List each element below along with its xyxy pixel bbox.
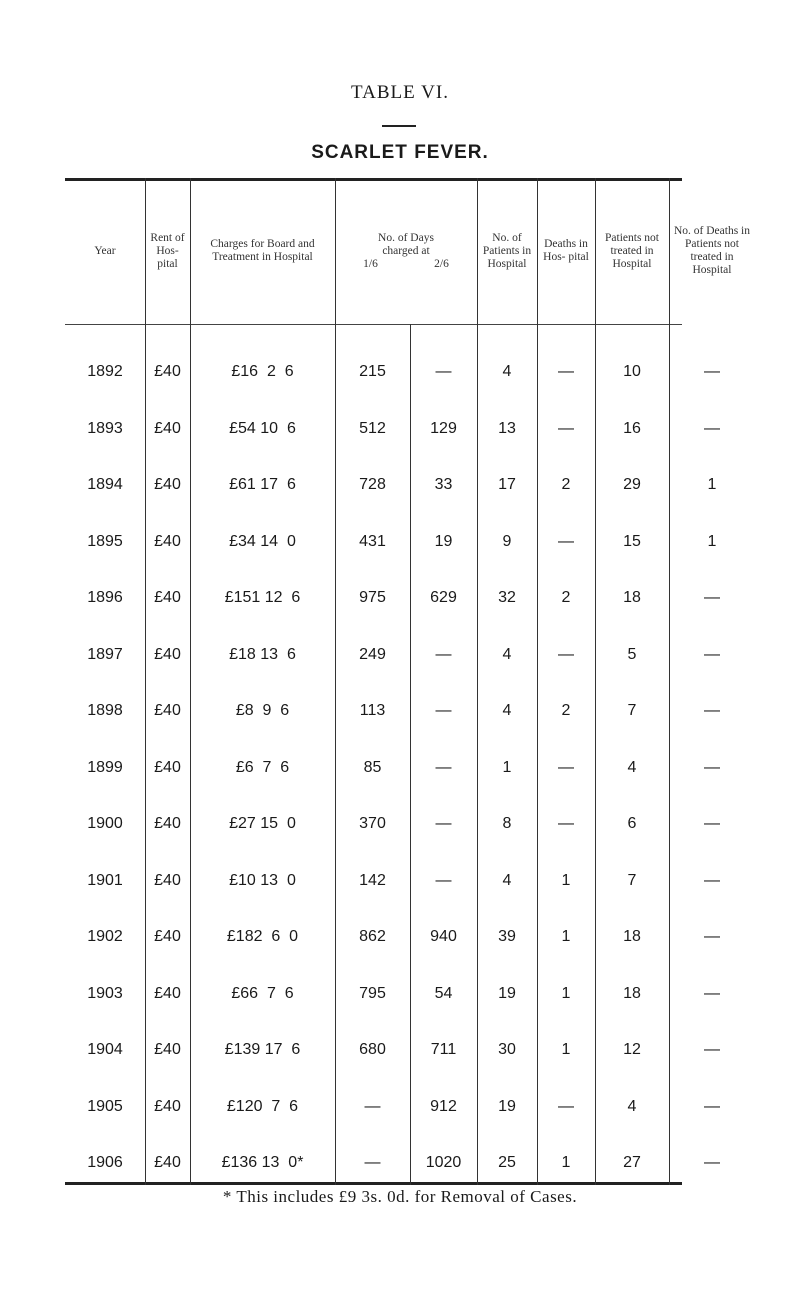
header-rule <box>65 324 682 325</box>
cell-d26: — <box>435 871 452 889</box>
cell-d26: 1020 <box>425 1154 462 1171</box>
cell-rent: £40 <box>154 645 181 663</box>
disease-title: SCARLET FEVER. <box>311 142 489 163</box>
cell-deaths-nt: — <box>704 1041 720 1058</box>
cell-rent: £40 <box>154 532 181 550</box>
cell-not-treated: 27 <box>623 1154 641 1171</box>
cell-patients: 4 <box>502 702 512 719</box>
footnote: * This includes £9 3s. 0d. for Removal of Cases. <box>222 1187 578 1206</box>
cell-deaths-nt: — <box>704 815 720 832</box>
cell-charges: £66 7 6 <box>231 984 294 1002</box>
header-year: Year <box>94 244 116 257</box>
cell-charges: £61 17 6 <box>229 476 296 493</box>
cell-not-treated: 5 <box>627 645 637 663</box>
data-table <box>65 178 750 1185</box>
table-row <box>65 455 717 515</box>
header-rent: Rent of Hos- pital <box>150 231 185 270</box>
table-title: TABLE VI. <box>351 82 449 103</box>
cell-rent: £40 <box>154 928 181 945</box>
cell-year: 1905 <box>87 1097 123 1115</box>
cell-not-treated: 16 <box>623 419 641 437</box>
cell-d26: — <box>435 815 452 832</box>
cell-not-treated: 7 <box>627 871 637 889</box>
cell-d16: 113 <box>359 702 386 719</box>
cell-d16: — <box>364 1097 381 1115</box>
cell-deaths: — <box>558 532 574 550</box>
cell-deaths: 2 <box>561 476 571 493</box>
cell-d26: 19 <box>434 532 453 550</box>
cell-charges: £16 2 6 <box>231 363 294 380</box>
cell-deaths-nt: — <box>704 758 720 776</box>
cell-deaths-nt: — <box>704 645 720 663</box>
cell-charges: £120 7 6 <box>226 1097 299 1115</box>
cell-deaths: 1 <box>561 1041 571 1058</box>
cell-rent: £40 <box>154 1154 181 1171</box>
header-not-treated: Patients not treated in Hospital <box>605 231 659 270</box>
table-row <box>65 738 720 798</box>
cell-deaths: — <box>558 363 574 380</box>
cell-deaths-nt: 1 <box>707 532 717 550</box>
cell-deaths-nt: — <box>704 1154 720 1171</box>
cell-patients: 19 <box>498 984 516 1002</box>
cell-d16: 512 <box>359 419 386 437</box>
cell-deaths: 2 <box>561 702 571 719</box>
cell-rent: £40 <box>154 815 181 832</box>
cell-year: 1898 <box>87 702 123 719</box>
cell-d16: 728 <box>359 476 386 493</box>
cell-patients: 8 <box>502 815 512 832</box>
cell-patients: 39 <box>498 928 516 945</box>
cell-charges: £8 9 6 <box>235 702 290 719</box>
cell-year: 1899 <box>87 758 123 776</box>
cell-rent: £40 <box>154 1097 181 1115</box>
cell-rent: £40 <box>154 363 181 380</box>
cell-year: 1902 <box>87 928 123 945</box>
cell-rent: £40 <box>154 984 181 1002</box>
cell-rent: £40 <box>154 419 181 437</box>
table-row <box>65 851 720 911</box>
table-row <box>65 1077 720 1137</box>
cell-deaths: — <box>558 758 574 776</box>
cell-rent: £40 <box>154 589 181 606</box>
cell-d16: 85 <box>363 758 382 776</box>
cell-d16: 431 <box>359 532 386 550</box>
cell-not-treated: 4 <box>627 758 637 776</box>
cell-deaths-nt: — <box>704 363 720 380</box>
header-deaths: Deaths in Hos- pital <box>543 238 589 263</box>
cell-deaths-nt: — <box>704 589 720 606</box>
cell-patients: 4 <box>502 871 512 889</box>
cell-d26: — <box>435 758 452 776</box>
cell-d16: 862 <box>359 928 386 945</box>
cell-d16: 249 <box>359 645 386 663</box>
cell-deaths: — <box>558 645 574 663</box>
cell-d16: 142 <box>359 871 386 889</box>
cell-d26: 711 <box>430 1041 457 1058</box>
table-row <box>65 1020 720 1080</box>
cell-d16: 975 <box>359 589 386 606</box>
cell-rent: £40 <box>154 702 181 719</box>
cell-deaths: 1 <box>561 1154 571 1171</box>
cell-d16: 795 <box>359 984 386 1002</box>
cell-year: 1893 <box>87 419 123 437</box>
header-deaths-not-treated: No. of Deaths in Patients not treated in Hospital <box>673 225 750 276</box>
cell-deaths: — <box>558 419 574 437</box>
cell-year: 1900 <box>87 815 123 832</box>
table-row <box>65 625 720 685</box>
cell-d16: 215 <box>359 363 386 380</box>
cell-charges: £136 13 0* <box>221 1154 304 1171</box>
cell-year: 1903 <box>87 984 123 1002</box>
cell-rent: £40 <box>154 758 181 776</box>
cell-patients: 25 <box>498 1154 516 1171</box>
table-row <box>65 794 720 854</box>
cell-deaths: — <box>558 815 574 832</box>
cell-d26: 912 <box>430 1097 457 1115</box>
cell-year: 1896 <box>87 589 123 606</box>
cell-rent: £40 <box>154 871 181 889</box>
cell-deaths-nt: 1 <box>707 476 717 493</box>
table-row <box>65 907 720 967</box>
cell-not-treated: 7 <box>627 702 637 719</box>
cell-d26: 629 <box>430 589 457 606</box>
header-days <box>335 178 477 324</box>
cell-charges: £27 15 0 <box>229 815 296 832</box>
cell-not-treated: 18 <box>623 984 641 1002</box>
cell-not-treated: 29 <box>623 476 641 493</box>
cell-deaths-nt: — <box>704 1097 720 1115</box>
cell-d26: 54 <box>434 984 453 1002</box>
cell-deaths-nt: — <box>704 871 720 889</box>
cell-year: 1895 <box>87 532 123 550</box>
cell-rent: £40 <box>154 1041 181 1058</box>
cell-year: 1904 <box>87 1041 123 1058</box>
cell-charges: £10 13 0 <box>229 871 296 889</box>
cell-charges: £6 7 6 <box>235 758 290 776</box>
cell-deaths-nt: — <box>704 419 720 437</box>
cell-year: 1892 <box>87 363 123 380</box>
cell-deaths-nt: — <box>704 702 720 719</box>
cell-year: 1897 <box>87 645 123 663</box>
cell-patients: 30 <box>498 1041 516 1058</box>
cell-deaths: — <box>558 1097 574 1115</box>
header-patients: No. of Patients in Hospital <box>482 231 532 270</box>
table-row <box>65 568 720 628</box>
table-row <box>65 512 717 572</box>
cell-patients: 19 <box>498 1097 516 1115</box>
cell-not-treated: 18 <box>623 928 641 945</box>
header-charges: Charges for Board and Treatment in Hospital <box>210 238 315 263</box>
title-rule <box>382 125 416 127</box>
table-row <box>65 399 720 459</box>
cell-not-treated: 12 <box>623 1041 641 1058</box>
cell-not-treated: 6 <box>627 815 637 832</box>
cell-not-treated: 18 <box>623 589 641 606</box>
cell-patients: 4 <box>502 363 512 380</box>
cell-d26: 940 <box>430 928 457 945</box>
table-row <box>65 342 720 402</box>
cell-d26: — <box>435 363 452 380</box>
cell-not-treated: 4 <box>627 1097 637 1115</box>
cell-year: 1894 <box>87 476 123 493</box>
cell-patients: 9 <box>502 532 512 550</box>
cell-d26: 129 <box>430 419 457 437</box>
cell-patients: 17 <box>498 476 516 493</box>
cell-d16: 370 <box>359 815 386 832</box>
cell-deaths: 1 <box>561 871 571 889</box>
cell-rent: £40 <box>154 476 181 493</box>
cell-patients: 1 <box>502 758 512 776</box>
cell-charges: £34 14 0 <box>229 532 296 550</box>
cell-d26: — <box>435 645 452 663</box>
cell-deaths: 2 <box>561 589 571 606</box>
header-days-2-6: 2/6 <box>434 257 449 270</box>
table-row <box>65 681 720 741</box>
cell-deaths-nt: — <box>704 984 720 1002</box>
cell-year: 1901 <box>87 871 123 889</box>
table-row <box>65 1133 720 1193</box>
cell-deaths: 1 <box>561 928 571 945</box>
cell-not-treated: 15 <box>623 532 641 550</box>
cell-deaths: 1 <box>561 984 571 1002</box>
cell-patients: 4 <box>502 645 512 663</box>
header-days-title: No. of Days charged at <box>378 231 434 257</box>
cell-d26: 33 <box>434 476 453 493</box>
table-row <box>65 964 720 1024</box>
cell-charges: £139 17 6 <box>224 1041 301 1058</box>
cell-charges: £151 12 6 <box>224 589 301 606</box>
cell-d16: 680 <box>359 1041 386 1058</box>
cell-patients: 32 <box>498 589 516 606</box>
cell-charges: £18 13 6 <box>229 645 296 663</box>
cell-deaths-nt: — <box>704 928 720 945</box>
cell-patients: 13 <box>498 419 516 437</box>
cell-d16: — <box>364 1154 381 1171</box>
cell-charges: £182 6 0 <box>226 928 299 945</box>
header-days-1-6: 1/6 <box>363 257 378 270</box>
cell-charges: £54 10 6 <box>229 419 296 437</box>
cell-d26: — <box>435 702 452 719</box>
cell-not-treated: 10 <box>623 363 641 380</box>
cell-year: 1906 <box>87 1154 123 1171</box>
